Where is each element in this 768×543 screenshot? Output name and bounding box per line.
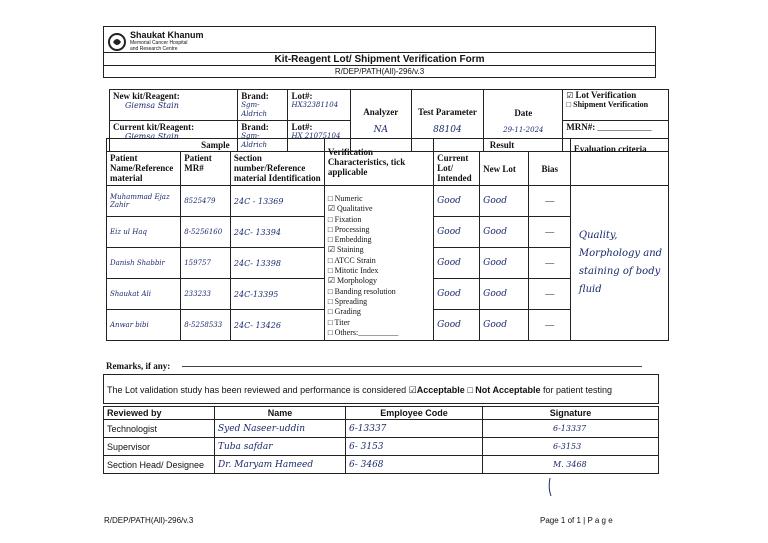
reviewer-role: Supervisor [107, 441, 151, 452]
new-kit-label: New kit/Reagent: [113, 91, 180, 101]
table-row [107, 186, 669, 217]
patient-name-cell: Anwar bibi [110, 321, 149, 329]
current-lot-header: Current Lot/ Intended [437, 153, 472, 183]
new-kit-value: Giemsa Stain [125, 101, 179, 110]
bias-cell: — [545, 227, 555, 237]
signature-stroke [540, 478, 560, 498]
patient-name-cell: Danish Shabbir [110, 259, 165, 267]
new-lot-cell: Good [483, 258, 507, 268]
footer-page-number: Page 1 of 1 | P a g e [540, 516, 613, 525]
new-lot-header: New Lot [483, 163, 516, 174]
signature: 6-13337 [553, 424, 587, 433]
employee-code-header: Employee Code [380, 408, 448, 418]
brand-new-value: Sgm-Aldrich [241, 101, 267, 118]
checklist-item[interactable]: □ Titer [327, 317, 350, 327]
checkbox-icon: □ [566, 100, 572, 109]
mrn-field[interactable]: ____________ [595, 122, 652, 132]
shipment-verification-option[interactable]: □ Shipment Verification [566, 100, 649, 109]
logo-name: Shaukat Khanum [130, 30, 204, 40]
analyzer-label: Analyzer [363, 106, 399, 117]
section-cell: 24C- 13398 [233, 258, 281, 268]
bias-cell: — [545, 258, 555, 268]
remarks-line[interactable] [106, 356, 642, 371]
section-cell: 24C- 13394 [233, 227, 281, 237]
current-lot-cell: Good [437, 196, 461, 206]
current-lot-cell: Good [437, 320, 461, 330]
checklist-item[interactable]: ☑ Morphology [327, 276, 377, 286]
section-cell: 24C - 13369 [233, 196, 284, 206]
validation-suffix: for patient testing [542, 385, 613, 395]
checklist-item[interactable]: □ Embedding [327, 235, 372, 245]
current-lot-cell: Good [437, 289, 461, 299]
checkbox-checked-icon: ☑ [408, 385, 417, 395]
reviewer-role: Technologist [107, 423, 158, 434]
section-cell: 24C-13395 [233, 289, 279, 299]
reviewer-name: Tuba safdar [218, 441, 273, 452]
checklist-item[interactable]: □ Numeric [327, 194, 363, 203]
mrn-label: MRN#: [566, 122, 596, 132]
sample-header: Sample [201, 140, 230, 150]
current-lot-cell: Good [437, 258, 461, 268]
patient-name-header: Patient Name/Reference material [110, 153, 174, 183]
section-cell: 24C- 13426 [233, 320, 281, 330]
current-lot-cell: Good [437, 227, 461, 237]
section-header: Section number/Reference material Identification [233, 153, 321, 183]
checklist-item[interactable]: □ Banding resolution [327, 286, 396, 296]
brand-current-value: Sgm-Aldrich [241, 132, 267, 149]
current-kit-value: Giemsa Stain [125, 132, 179, 141]
bias-header: Bias [541, 163, 558, 174]
bias-cell: — [545, 196, 555, 206]
evaluation-text: Quality, Morphology and staining of body fluid [578, 230, 663, 295]
form-header [103, 26, 656, 78]
name-header: Name [267, 408, 293, 418]
patient-mr-header: Patient MR# [184, 153, 212, 173]
lot-verification-option[interactable]: ☑ Lot Verification [566, 90, 637, 100]
bias-cell: — [545, 289, 555, 299]
employee-code: 6- 3468 [349, 459, 384, 470]
checklist-item[interactable]: □ ATCC Strain [327, 255, 376, 265]
form-code: R/DEP/PATH(All)-296/v.3 [334, 67, 425, 76]
remarks-label: Remarks, if any: [106, 361, 171, 371]
lot-label: Lot#: [291, 91, 313, 101]
date-label: Date [514, 107, 533, 118]
reviewer-name: Syed Naseer-uddin [218, 423, 306, 434]
verification-header: Verification Characteristics, tick applicable [327, 147, 406, 177]
patient-mr-cell: 159757 [184, 259, 211, 267]
patient-name-cell: Muhammad Ejaz Zahir [110, 193, 170, 209]
lot-label-current: Lot#: [291, 122, 313, 132]
employee-code: 6- 3153 [349, 441, 384, 452]
bias-cell: — [545, 320, 555, 330]
lot-current-value: HX 21075104 [291, 132, 341, 140]
patient-mr-cell: 8-5256160 [184, 228, 223, 236]
patient-mr-cell: 8525479 [184, 197, 216, 205]
employee-code: 6-13337 [349, 423, 387, 434]
checklist-item[interactable]: ☑ Staining [327, 245, 364, 255]
validation-statement [103, 374, 659, 404]
form-title: Kit-Reagent Lot/ Shipment Verification Form [274, 54, 485, 65]
new-lot-cell: Good [483, 196, 507, 206]
lot-new-value: HX32381104 [291, 101, 339, 109]
brand-label-current: Brand: [241, 122, 269, 132]
brand-label: Brand: [241, 91, 269, 101]
logo-subtitle: Memorial Cancer Hospital [130, 40, 188, 46]
new-lot-cell: Good [483, 289, 507, 299]
patient-name-cell: Eiz ul Haq [110, 228, 147, 236]
result-header: Result [489, 140, 515, 150]
acceptable-option[interactable]: ☑Acceptable [408, 385, 465, 395]
date-value: 29-11-2024 [503, 125, 544, 134]
not-acceptable-option[interactable]: □ Not Acceptable [467, 385, 541, 395]
test-param-value: 88104 [433, 124, 462, 135]
reviewer-role: Section Head/ Designee [107, 459, 205, 470]
new-lot-cell: Good [483, 227, 507, 237]
eval-criteria-header: Evaluation criteria [573, 144, 647, 154]
checklist-item[interactable]: □ Grading [327, 307, 361, 317]
checkbox-icon: □ [467, 385, 473, 395]
analyzer-value: NA [373, 124, 388, 135]
new-lot-cell: Good [483, 320, 507, 330]
checklist-item[interactable]: □ Fixation [327, 214, 362, 224]
checklist-item[interactable]: □ Others:__________ [327, 327, 399, 337]
test-param-label: Test Parameter [417, 106, 477, 117]
reviewed-by-header: Reviewed by [107, 408, 162, 418]
signature: M. 3468 [553, 460, 587, 469]
review-table [103, 406, 659, 474]
checklist-item[interactable]: □ Processing [327, 224, 370, 234]
signature-header: Signature [549, 408, 592, 418]
checklist-item[interactable]: ☑ Qualitative [327, 204, 373, 214]
table-row [104, 420, 659, 438]
validation-text: The Lot validation study has been reviewed and performance is considered [107, 385, 407, 395]
patient-name-cell: Shaukat Ali [110, 290, 151, 298]
table-row [104, 438, 659, 456]
reviewer-name: Dr. Maryam Hameed [218, 459, 314, 470]
table-row [104, 456, 659, 474]
current-kit-label: Current kit/Reagent: [113, 122, 195, 132]
checkbox-checked-icon: ☑ [566, 91, 574, 100]
results-table [106, 138, 669, 341]
patient-mr-cell: 233233 [184, 290, 211, 298]
logo-subtitle-2: and Research Centre [130, 46, 178, 52]
signature: 6-3153 [553, 442, 582, 451]
patient-mr-cell: 8-5258533 [184, 321, 223, 329]
footer-doc-code: R/DEP/PATH(All)-296/v.3 [104, 516, 194, 525]
checklist-item[interactable]: □ Mitotic Index [327, 266, 379, 276]
checklist-item[interactable]: □ Spreading [327, 296, 368, 306]
